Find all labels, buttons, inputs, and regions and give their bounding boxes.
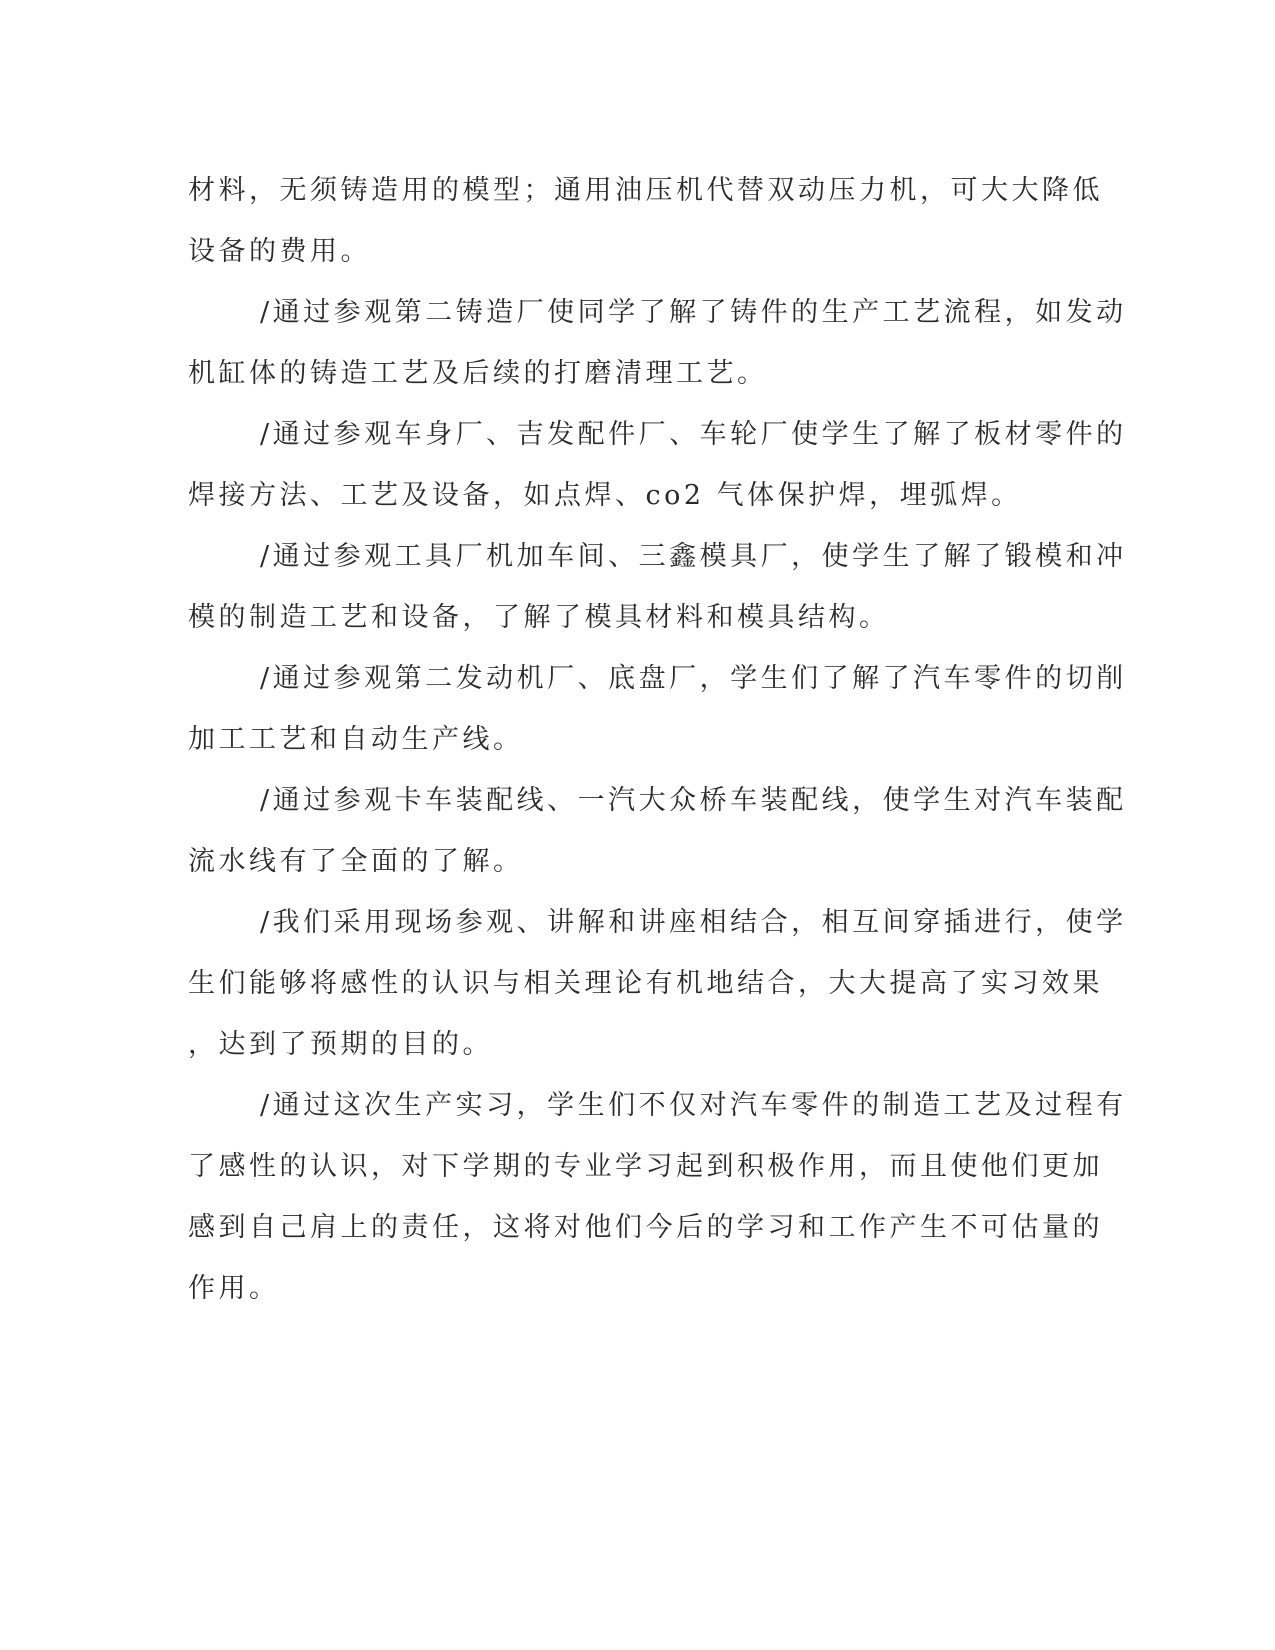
paragraph-casting-plant (188, 282, 1127, 404)
text-line: 了感性的认识，对下学期的专业学习起到积极作用，而且使他们更加 (188, 1151, 1103, 1182)
paragraph-engine-plant (188, 648, 1127, 770)
text-line: 模的制造工艺和设备，了解了模具材料和模具结构。 (188, 602, 890, 633)
paragraph-conclusion (188, 1075, 1127, 1319)
text-line: 作用。 (188, 1273, 280, 1304)
paragraph-tool-plant (188, 526, 1127, 648)
text-line: ，达到了预期的目的。 (188, 1029, 493, 1060)
text-line: /我们采用现场参观、讲解和讲座相结合，相互间穿插进行，使学 (260, 907, 1127, 938)
text-line: 加工工艺和自动生产线。 (188, 724, 524, 755)
paragraph-assembly-line (188, 770, 1127, 892)
text-line: /通过参观卡车装配线、一汽大众桥车装配线，使学生对汽车装配 (260, 785, 1127, 816)
paragraph-continuation (188, 160, 1103, 282)
text-line: 焊接方法、工艺及设备，如点焊、co2 气体保护焊，埋弧焊。 (188, 480, 1022, 511)
text-line: /通过参观第二铸造厂使同学了解了铸件的生产工艺流程，如发动 (260, 297, 1127, 328)
text-line: 材料，无须铸造用的模型；通用油压机代替双动压力机，可大大降低 (188, 175, 1103, 206)
paragraph-body-plant (188, 404, 1127, 526)
text-line: /通过参观工具厂机加车间、三鑫模具厂，使学生了解了锻模和冲 (260, 541, 1127, 572)
text-line: /通过参观第二发动机厂、底盘厂，学生们了解了汽车零件的切削 (260, 663, 1127, 694)
text-line: 感到自己肩上的责任，这将对他们今后的学习和工作产生不可估量的 (188, 1212, 1103, 1243)
text-line: /通过参观车身厂、吉发配件厂、车轮厂使学生了解了板材零件的 (260, 419, 1127, 450)
text-line: /通过这次生产实习，学生们不仅对汽车零件的制造工艺及过程有 (260, 1090, 1127, 1121)
document-body (188, 160, 1127, 1319)
text-line: 设备的费用。 (188, 236, 371, 267)
paragraph-method (188, 892, 1127, 1075)
text-line: 生们能够将感性的认识与相关理论有机地结合，大大提高了实习效果 (188, 968, 1103, 999)
text-line: 机缸体的铸造工艺及后续的打磨清理工艺。 (188, 358, 768, 389)
text-line: 流水线有了全面的了解。 (188, 846, 524, 877)
